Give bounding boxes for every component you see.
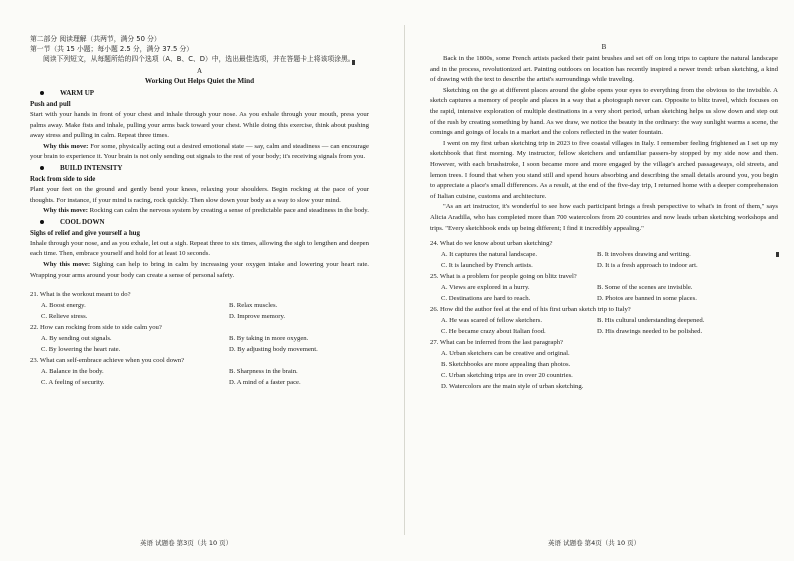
page-footer-right: 英语 试题卷 第4页（共 10 页） — [548, 539, 641, 547]
option-a[interactable]: A. By sending out signals. — [41, 335, 112, 343]
why-this-move: Why this move: Sighing can help to bring in calm by increasing your oxygen intake and lowering your heart rate. Wrapping your arms around your body can create a sense of personal safety. — [30, 260, 369, 279]
section-warm-up — [30, 88, 369, 163]
question-26 — [430, 304, 778, 337]
exercise-name: Rock from side to side — [30, 175, 96, 183]
passage-letter: A — [196, 67, 203, 75]
option-a[interactable]: A. Urban sketchers can be creative and original. — [441, 350, 570, 358]
exercise-body: Plant your feet on the ground and gently bend your knees, relaxing your shoulders. Begin rocking at the pace of your thoughts. For instance, if your mind is racing, rock quickly. Then slow down your body as a way to slow your mind. — [30, 185, 369, 204]
why-this-move: Why this move: Rocking can calm the nervous system by creating a sense of predictable pace and steadiness in the body. — [43, 207, 369, 215]
question-27 — [430, 337, 778, 392]
option-b[interactable]: B. Relax muscles. — [229, 302, 278, 310]
option-b[interactable]: B. Sharpness in the brain. — [229, 368, 298, 376]
instructions: 阅读下列短文，从每题所给的四个选项（A、B、C、D）中，选出最佳选项，并在答题卡上将该项涂黑。 — [43, 55, 355, 63]
option-c[interactable]: C. Urban sketching trips are in over 20 countries. — [441, 372, 573, 380]
question-text: 22. How can rocking from side to side calm you? — [30, 324, 162, 332]
exercise-name: Push and pull — [30, 101, 71, 108]
page-divider — [404, 25, 405, 535]
option-c[interactable]: C. By lowering the heart rate. — [41, 346, 121, 354]
right-page — [412, 0, 794, 561]
exercise-name: Sighs of relief and give yourself a hug — [30, 229, 140, 237]
question-24 — [430, 238, 778, 271]
question-text: 24. What do we know about urban sketching? — [430, 240, 553, 248]
passage-title: Working Out Helps Quiet the Mind — [144, 77, 255, 85]
paragraph-4: "As an art instructor, it's wonderful to see how each participant brings a fresh perspective to what's in front of them," says Alicia Aradilla, who has completed more than 700 watercolors from 20 countries and now leads urban sketching workshops and trips. "Every sketchbook ends up being different; I find it incredibly appealing." — [430, 203, 778, 232]
option-d[interactable]: D. Watercolors are the main style of urban sketching. — [441, 383, 584, 391]
part-heading: 第二部分 阅读理解（共两节，满分 50 分） — [30, 35, 161, 43]
paragraph-1: Back in the 1800s, some French artists packed their paint brushes and set off on long trips to capture the natural landscape and in the process, revolutionized art. Painting outdoors on location has recently inspired a newer trend: urban sketching, a kind of drawing with the text to describe the artist's surroundings while traveling. — [430, 55, 778, 84]
option-a[interactable]: A. He was scared of fellow sketchers. — [441, 317, 543, 325]
option-d[interactable]: D. His drawings needed to be polished. — [597, 328, 703, 336]
option-c[interactable]: C. He became crazy about Italian food. — [441, 328, 546, 336]
paragraph-2: Sketching on the go at different places around the globe opens your eyes to everything from the obvious to the invisible. A sketch captures a memory of people and places in a way that a photograph never can. Opposite to blitz travel, which focuses on the rapid, intensive exploration of multiple destinations in a very short period, urban sketching helps us slow down and step out of the rush by creating something by hand. As we draw, we notice the beauty in the ordinary: the way sunlight warms a scene, the comings and goings of locals in a market and the colors reflected in the water fountain. — [430, 86, 778, 137]
question-text: 23. What can self-embrace achieve when you cool down? — [30, 357, 185, 365]
question-text: 27. What can be inferred from the last paragraph? — [430, 339, 564, 347]
bullet-icon — [40, 91, 44, 95]
option-b[interactable]: B. Some of the scenes are invisible. — [597, 284, 693, 292]
bullet-icon — [40, 166, 44, 170]
question-text: 21. What is the workout meant to do? — [30, 291, 131, 299]
section-build-intensity — [30, 163, 369, 217]
option-c[interactable]: C. It is launched by French artists. — [441, 262, 533, 270]
section-heading-warm-up: WARM UP — [30, 88, 369, 99]
option-b[interactable]: B. His cultural understanding deepened. — [597, 317, 705, 325]
option-d[interactable]: D. By adjusting body movement. — [229, 346, 318, 354]
option-b[interactable]: B. It involves drawing and writing. — [597, 251, 691, 259]
question-23 — [30, 355, 369, 388]
section-heading-build-intensity: BUILD INTENSITY — [30, 163, 369, 174]
page-footer-left: 英语 试题卷 第3页（共 10 页） — [140, 539, 233, 547]
option-c[interactable]: C. A feeling of security. — [41, 379, 105, 387]
section-heading: 第一节（共 15 小题；每小题 2.5 分，满分 37.5 分） — [30, 45, 194, 53]
exercise-body: Inhale through your nose, and as you exhale, let out a sigh. Repeat three to six times, allowing the sigh to lengthen and deepen each time. Then, embrace yourself and hold for at least 10 seconds. — [30, 239, 369, 258]
bullet-icon — [40, 220, 44, 224]
option-d[interactable]: D. Improve memory. — [229, 313, 286, 321]
option-c[interactable]: C. Destinations are hard to reach. — [441, 295, 531, 303]
paragraph-3: I went on my first urban sketching trip in 2023 to five coastal villages in Italy. I remember feeling frightened as I set up my sketchbook that first morning. My instructor, fellow sketchers and unfamiliar passers-by stopped by my side now and then. However, with each brushstroke, I soon became more and more engaged by the village's arched passageways, old streets, and lemon trees. I found that when you stand still and spend hours absorbing and describing the small details around you, you begin to appreciate a place's small differences. As a result, at the end of the five-day trip, I returned home with a deeper comprehension of Italian cuisine, customs and architecture. — [430, 139, 778, 200]
option-c[interactable]: C. Relieve stress. — [41, 313, 88, 321]
question-text: 25. What is a problem for people going on blitz travel? — [430, 273, 577, 281]
option-d[interactable]: D. Photos are banned in some places. — [597, 295, 697, 303]
option-a[interactable]: A. It captures the natural landscape. — [441, 251, 537, 259]
option-b[interactable]: B. By taking in more oxygen. — [229, 335, 309, 343]
option-a[interactable]: A. Views are explored in a hurry. — [441, 284, 530, 292]
question-22 — [30, 322, 369, 355]
section-heading-cool-down: COOL DOWN — [30, 217, 369, 228]
question-21 — [30, 289, 369, 322]
section-cool-down — [30, 217, 369, 281]
option-d[interactable]: D. A mind of a faster pace. — [229, 379, 301, 387]
option-b[interactable]: B. Sketchbooks are more appealing than photos. — [441, 361, 571, 369]
exercise-body: Start with your hands in front of your chest and inhale through your nose. As you exhale through your mouth, press your palms away. Make fists and inhale, pulling your arms back toward your chest. While doing this exercise, think about pushing away stress and pulling in calm. Repeat three times. — [30, 111, 369, 140]
passage-letter: B — [601, 43, 607, 51]
option-d[interactable]: D. It is a fresh approach to indoor art. — [597, 262, 698, 270]
option-a[interactable]: A. Boost energy. — [41, 302, 86, 310]
option-a[interactable]: A. Balance in the body. — [41, 368, 104, 376]
why-this-move: Why this move: For some, physically acting out a desired emotional state — say, calm and steadiness — can encourage your brain to experience it. Your brain is not only sending out signals to the rest of your body; it's receiving signals from you. — [30, 142, 369, 161]
question-25 — [430, 271, 778, 304]
question-text: 26. How did the author feel at the end of his first urban sketch trip to Italy? — [430, 306, 631, 314]
